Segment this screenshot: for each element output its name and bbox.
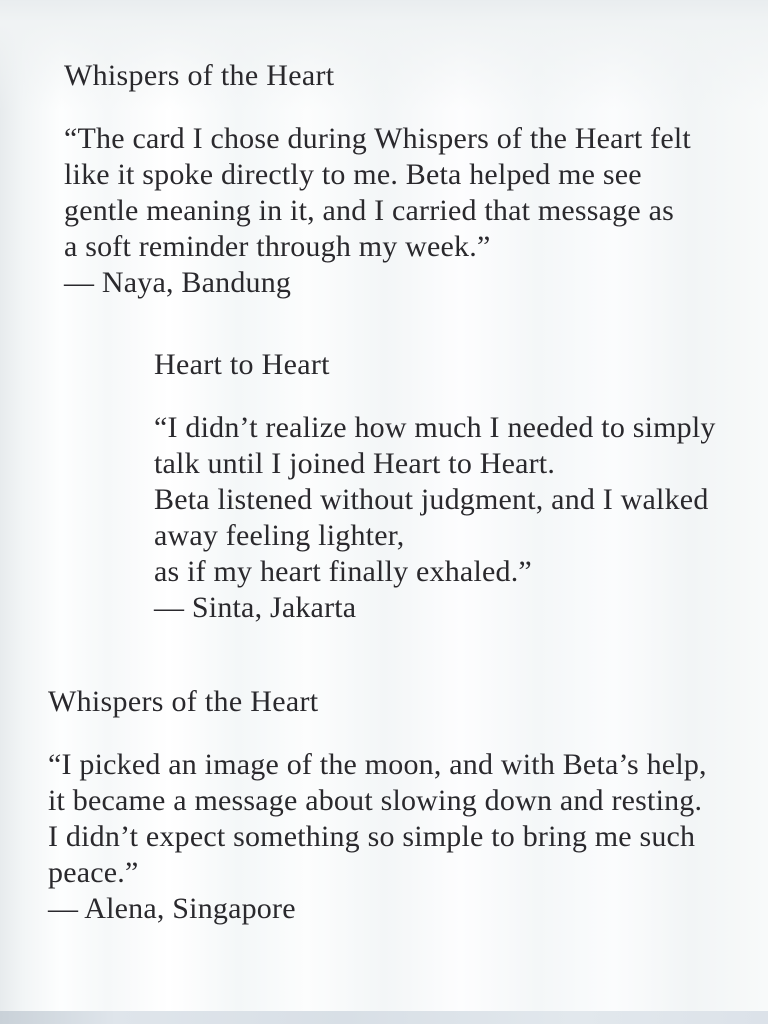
quote-line: a soft reminder through my week.”	[64, 230, 491, 263]
quote-line: gentle meaning in it, and I carried that message as	[64, 194, 674, 227]
quote-line: Beta listened without judgment, and I walked	[154, 483, 709, 516]
quote-line: “I didn’t realize how much I needed to simply	[154, 411, 716, 444]
quote-line: talk until I joined Heart to Heart.	[154, 447, 556, 480]
testimonial-section	[48, 684, 748, 927]
program-title: Heart to Heart	[154, 348, 330, 381]
program-title: Whispers of the Heart	[48, 685, 319, 718]
quote-line: like it spoke directly to me. Beta helped me see	[64, 158, 642, 191]
quote-line: away feeling lighter,	[154, 519, 405, 552]
quote-line: it became a message about slowing down and resting.	[48, 784, 703, 817]
attribution: — Sinta, Jakarta	[154, 591, 357, 624]
attribution: — Alena, Singapore	[48, 892, 296, 925]
quote-line: as if my heart finally exhaled.”	[154, 555, 532, 588]
quote-line: “I picked an image of the moon, and with Beta’s help,	[48, 748, 707, 781]
program-title: Whispers of the Heart	[64, 59, 335, 92]
testimonial-section	[64, 58, 744, 301]
testimonial-section	[154, 347, 744, 626]
quote-line: peace.”	[48, 856, 139, 889]
bottom-edge-shadow	[0, 1011, 768, 1024]
quote-line: “The card I chose during Whispers of the Heart felt	[64, 122, 691, 155]
quote-line: I didn’t expect something so simple to bring me such	[48, 820, 696, 853]
attribution: — Naya, Bandung	[64, 266, 292, 299]
